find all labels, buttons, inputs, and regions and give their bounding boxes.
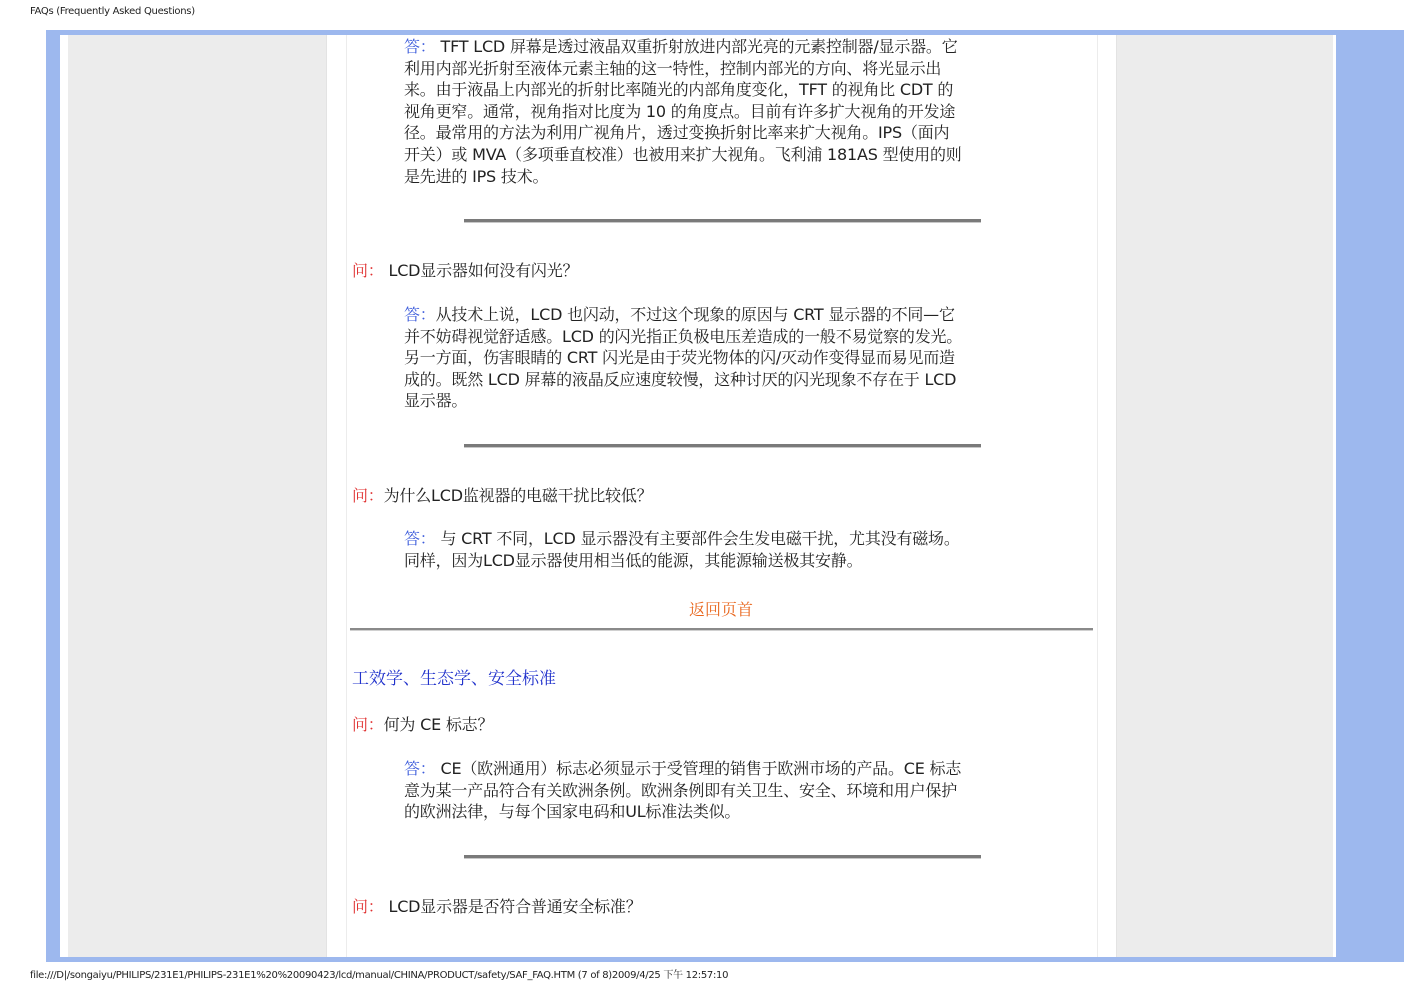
answer-label: 答： bbox=[404, 305, 436, 324]
right-gray-panel bbox=[1117, 35, 1333, 957]
question-safety-standards bbox=[352, 894, 642, 917]
question-label: 问： bbox=[352, 715, 384, 734]
answer-tft-lcd bbox=[404, 36, 1040, 187]
answer-line: 意为某一产品符合有关欧洲条例。欧洲条例即有关卫生、安全、环境和用户保护 bbox=[404, 780, 958, 800]
answer-line: 成的。既然 LCD 屏幕的液晶反应速度较慢，这种讨厌的闪光现象不存在于 LCD bbox=[404, 369, 957, 389]
back-to-top-link[interactable]: 返回页首 bbox=[689, 600, 754, 619]
separator-line bbox=[464, 219, 981, 223]
frame-inner-edge-right bbox=[1333, 35, 1336, 957]
question-text: 何为 CE 标志？ bbox=[383, 715, 494, 734]
question-flicker bbox=[352, 258, 578, 281]
question-text: 为什么LCD监视器的电磁干扰比较低？ bbox=[383, 486, 653, 505]
section-title: 工效学、生态学、安全标准 bbox=[352, 669, 556, 689]
answer-line: 显示器。 bbox=[404, 391, 468, 411]
question-text: LCD显示器如何没有闪光？ bbox=[383, 261, 579, 280]
answer-emi bbox=[404, 528, 1040, 571]
question-label: 问： bbox=[352, 261, 384, 280]
separator-line bbox=[464, 444, 981, 448]
answer-line: 与 CRT 不同，LCD 显示器没有主要部件会生发电磁干扰，尤其没有磁场。 bbox=[435, 529, 960, 548]
separator-line bbox=[464, 855, 981, 859]
answer-line: 的欧洲法律，与每个国家电码和UL标准法类似。 bbox=[404, 802, 741, 822]
left-gray-panel bbox=[68, 35, 326, 957]
question-ce-mark bbox=[352, 712, 493, 735]
frame-inner-edge-left bbox=[60, 35, 68, 957]
page-header-title: FAQs (Frequently Asked Questions) bbox=[30, 6, 195, 17]
answer-line: 开关）或 MVA（多项垂直校准）也被用来扩大视角。飞利浦 181AS 型使用的则 bbox=[404, 144, 962, 164]
answer-label: 答： bbox=[404, 759, 436, 778]
answer-line: 是先进的 IPS 技术。 bbox=[404, 166, 549, 186]
answer-flicker bbox=[404, 304, 1040, 412]
page-footer-path: file:///D|/songaiyu/PHILIPS/231E1/PHILIPS-231E1%20%20090423/lcd/manual/CHINA/PRODUCT/safety/SAF_FAQ.HTM (7 of 8)2009/4/25 下午 12:57:10 bbox=[30, 970, 729, 981]
answer-label: 答： bbox=[404, 37, 436, 56]
answer-label: 答： bbox=[404, 529, 436, 548]
answer-line: TFT LCD 屏幕是透过液晶双重折射放进内部光亮的元素控制器/显示器。它 bbox=[435, 37, 958, 56]
section-divider bbox=[350, 628, 1093, 631]
answer-line: 从技术上说，LCD 也闪动，不过这个现象的原因与 CRT 显示器的不同—它 bbox=[435, 305, 955, 324]
question-label: 问： bbox=[352, 897, 384, 916]
question-text: LCD显示器是否符合普通安全标准？ bbox=[383, 897, 642, 916]
question-label: 问： bbox=[352, 486, 384, 505]
answer-line: 视角更窄。通常，视角指对比度为 10 的角度点。目前有许多扩大视角的开发途 bbox=[404, 101, 956, 121]
answer-line: 利用内部光折射至液体元素主轴的这一特性，控制内部光的方向、将光显示出 bbox=[404, 58, 942, 78]
answer-line: 径。最常用的方法为利用广视角片，透过变换折射比率来扩大视角。IPS（面内 bbox=[404, 123, 950, 143]
answer-line: 同样，因为LCD显示器使用相当低的能源，其能源输送极其安静。 bbox=[404, 550, 863, 570]
question-emi bbox=[352, 483, 652, 506]
answer-line: 另一方面，伤害眼睛的 CRT 闪光是由于荧光物体的闪/灭动作变得显而易见而造 bbox=[404, 348, 955, 368]
answer-ce-mark bbox=[404, 758, 1040, 823]
answer-line: 并不妨碍视觉舒适感。LCD 的闪光指正负极电压差造成的一般不易觉察的发光。 bbox=[404, 326, 963, 346]
answer-line: 来。由于液晶上内部光的折射比率随光的内部角度变化，TFT 的视角比 CDT 的 bbox=[404, 80, 954, 100]
answer-line: CE（欧洲通用）标志必须显示于受管理的销售于欧洲市场的产品。CE 标志 bbox=[435, 759, 962, 778]
